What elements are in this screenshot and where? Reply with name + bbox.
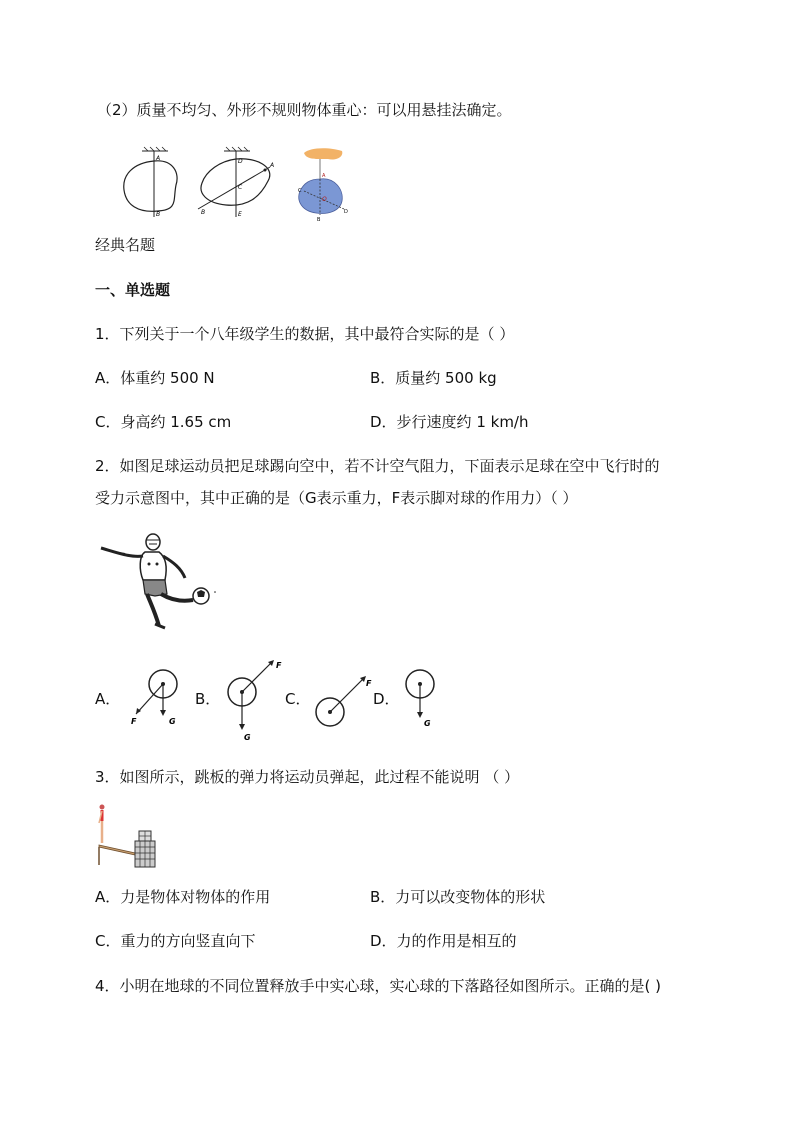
label-e: E [238,211,242,218]
suspension-figure-1 [124,147,177,218]
suspension-figure-2 [198,147,274,218]
question-2-option-a-diagram[interactable] [123,666,188,731]
question-1-option-a[interactable]: A．体重约 500 N [95,369,215,387]
label-d3: D [344,209,348,215]
force-label-g: G [169,717,176,726]
question-2-option-a-label[interactable]: A． [95,690,121,708]
question-1-option-c[interactable]: C．身高约 1.65 cm [95,413,232,431]
question-2-option-c-diagram[interactable] [312,660,382,730]
question-1-option-b[interactable]: B．质量约 500 kg [370,369,497,387]
suspension-figures [118,145,378,225]
force-label-f-b: F [276,661,282,670]
question-2-option-c-label[interactable]: C． [285,690,311,708]
force-label-f-c: F [366,679,372,688]
question-2-option-d-label[interactable]: D． [373,690,400,708]
label-a3: A [322,173,326,179]
diving-board-figure [95,803,160,868]
question-2-option-b-diagram[interactable] [220,656,285,741]
soccer-player-figure [95,530,220,630]
label-b2: B [201,209,206,216]
force-label-g-b: G [244,733,251,741]
question-2-option-d-diagram[interactable] [400,666,440,736]
question-3-option-b[interactable]: B．力可以改变物体的形状 [370,888,546,906]
question-2-stem-line2: 受力示意图中，其中正确的是（G表示重力，F表示脚对球的作用力）（ ） [95,489,578,507]
question-1-option-d[interactable]: D．步行速度约 1 km/h [370,413,529,431]
question-2-stem-line1: 2．如图足球运动员把足球踢向空中，若不计空气阻力，下面表示足球在空中飞行时的 [95,457,660,475]
intro-text: （2）质量不均匀、外形不规则物体重心：可以用悬挂法确定。 [97,101,512,119]
label-d: D [238,158,243,165]
label-a2: A [270,162,275,169]
question-3-option-a[interactable]: A．力是物体对物体的作用 [95,888,271,906]
label-b: B [156,211,161,218]
force-label-f: F [131,717,137,726]
force-label-g-d: G [424,719,431,728]
question-1-stem: 1．下列关于一个八年级学生的数据，其中最符合实际的是（ ） [95,325,515,343]
label-c: C [238,184,243,191]
label-b3: B [317,217,321,223]
label-a: A [156,155,161,162]
suspension-figure-3 [298,148,348,223]
label-o: O [322,196,327,203]
question-2-option-b-label[interactable]: B． [195,690,221,708]
question-3-stem: 3．如图所示，跳板的弹力将运动员弹起，此过程不能说明 （ ） [95,768,520,786]
question-3-option-c[interactable]: C．重力的方向竖直向下 [95,932,256,950]
label-c3: C [298,188,302,194]
section-subtitle: 一、单选题 [95,281,171,299]
section-title: 经典名题 [95,236,156,254]
question-3-option-d[interactable]: D．力的作用是相互的 [370,932,517,950]
question-4-stem: 4．小明在地球的不同位置释放手中实心球，实心球的下落路径如图所示。正确的是( ) [95,977,662,995]
